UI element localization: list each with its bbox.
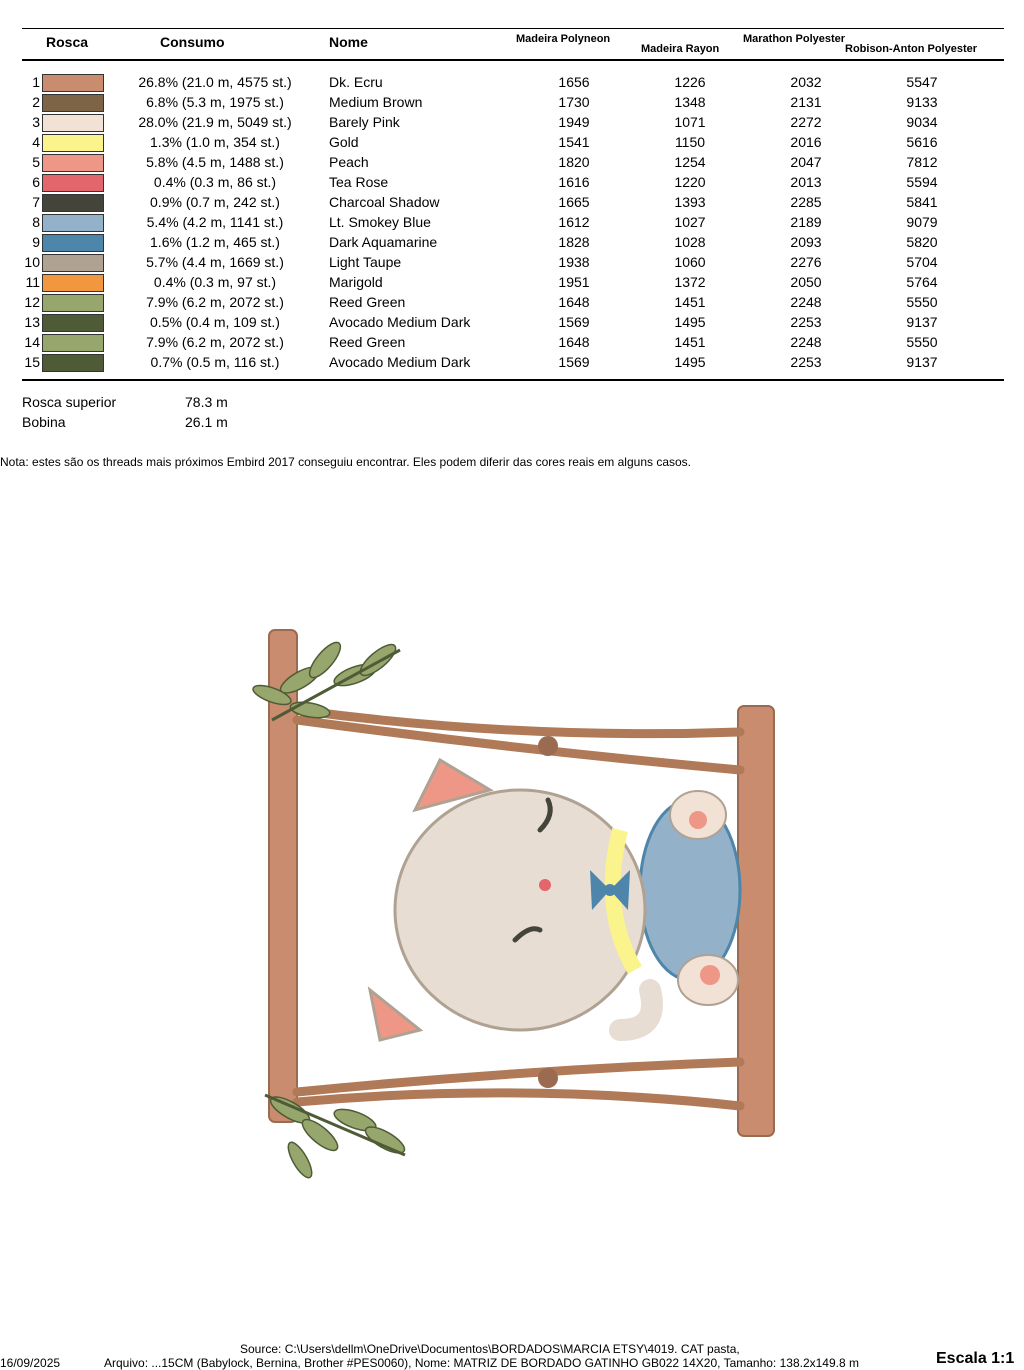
marathon-cell: 2093: [790, 234, 822, 250]
table-row: [0, 332, 1024, 352]
thread-name-cell: Dk. Ecru: [329, 74, 383, 90]
note-text: Nota: estes são os threads mais próximos Embird 2017 conseguiu encontrar. Eles podem diferir das cores reais em alguns casos.: [0, 455, 692, 469]
madeira-rayon-cell: 1495: [674, 314, 706, 330]
robison-cell: 5820: [906, 234, 938, 250]
thread-number: 1: [32, 74, 40, 90]
madeira-polyneon-cell: 1828: [558, 234, 590, 250]
color-swatch: [42, 174, 104, 192]
footer-scale: Escala 1:1: [936, 1350, 1015, 1367]
consumption-cell: 0.7% (0.5 m, 116 st.): [150, 354, 280, 370]
color-swatch: [42, 94, 104, 112]
thread-name-cell: Avocado Medium Dark: [329, 354, 471, 370]
table-row: [0, 132, 1024, 152]
madeira-rayon-cell: 1451: [674, 294, 706, 310]
robison-cell: 9034: [906, 114, 938, 130]
thread-name-cell: Dark Aquamarine: [329, 234, 438, 250]
table-row: [0, 172, 1024, 192]
consumption-cell: 0.4% (0.3 m, 97 st.): [153, 274, 277, 290]
table-row: [0, 292, 1024, 312]
table-row: [0, 212, 1024, 232]
table-row: [0, 252, 1024, 272]
bottom-leaves: [265, 1092, 408, 1181]
swing-illustration: [251, 630, 774, 1181]
color-swatch: [42, 114, 104, 132]
thread-name-cell: Gold: [329, 134, 359, 150]
thread-name-cell: Barely Pink: [329, 114, 400, 130]
bottom-rope-upper: [297, 1062, 740, 1092]
consumption-cell: 5.7% (4.4 m, 1669 st.): [146, 254, 284, 270]
color-swatch: [42, 254, 104, 272]
thread-number: 3: [32, 114, 40, 130]
thread-name-cell: Reed Green: [329, 294, 406, 310]
consumption-cell: 0.5% (0.4 m, 109 st.): [150, 314, 280, 330]
consumption-cell: 6.8% (5.3 m, 1975 st.): [146, 94, 284, 110]
bottom-rope-knot: [538, 1068, 558, 1088]
robison-cell: 9079: [906, 214, 938, 230]
marathon-cell: 2276: [790, 254, 822, 270]
thread-name-cell: Light Taupe: [329, 254, 402, 270]
robison-cell: 7812: [906, 154, 938, 170]
thread-name-cell: Reed Green: [329, 334, 406, 350]
color-swatch: [42, 234, 104, 252]
color-swatch: [42, 294, 104, 312]
thread-name-cell: Tea Rose: [329, 174, 389, 190]
marathon-cell: 2047: [790, 154, 822, 170]
color-swatch: [42, 194, 104, 212]
thread-number: 2: [32, 94, 40, 110]
header-marathon-polyester: Marathon Polyester: [743, 33, 846, 45]
thread-name-cell: Marigold: [329, 274, 383, 290]
thread-number: 11: [25, 274, 40, 290]
header-rosca: Rosca: [46, 34, 89, 50]
madeira-rayon-cell: 1220: [674, 174, 706, 190]
thread-number: 9: [32, 234, 40, 250]
madeira-rayon-cell: 1027: [674, 214, 706, 230]
madeira-polyneon-cell: 1656: [558, 74, 590, 90]
madeira-rayon-cell: 1071: [674, 114, 706, 130]
table-row: [0, 152, 1024, 172]
marathon-cell: 2013: [790, 174, 822, 190]
thread-number: 10: [24, 254, 40, 270]
robison-cell: 9137: [906, 354, 938, 370]
thread-name-cell: Medium Brown: [329, 94, 423, 110]
marathon-cell: 2253: [790, 314, 822, 330]
marathon-cell: 2016: [790, 134, 822, 150]
color-swatch: [42, 274, 104, 292]
consumption-cell: 28.0% (21.9 m, 5049 st.): [138, 114, 292, 130]
top-rope-knot: [538, 736, 558, 756]
madeira-polyneon-cell: 1949: [558, 114, 590, 130]
table-row: [0, 92, 1024, 112]
cat-tail: [620, 990, 652, 1030]
thread-number: 15: [24, 354, 40, 370]
thread-number: 8: [32, 214, 40, 230]
marathon-cell: 2050: [790, 274, 822, 290]
madeira-polyneon-cell: 1938: [558, 254, 590, 270]
consumption-cell: 7.9% (6.2 m, 2072 st.): [146, 334, 284, 350]
marathon-cell: 2248: [790, 294, 822, 310]
color-swatch: [42, 74, 104, 92]
marathon-cell: 2253: [790, 354, 822, 370]
thread-name-cell: Charcoal Shadow: [329, 194, 440, 210]
robison-cell: 9137: [906, 314, 938, 330]
thread-number: 13: [24, 314, 40, 330]
thread-name-cell: Avocado Medium Dark: [329, 314, 471, 330]
madeira-rayon-cell: 1226: [674, 74, 706, 90]
madeira-rayon-cell: 1060: [674, 254, 706, 270]
thread-number: 5: [32, 154, 40, 170]
madeira-polyneon-cell: 1648: [558, 294, 590, 310]
robison-cell: 5704: [906, 254, 938, 270]
madeira-rayon-cell: 1348: [674, 94, 706, 110]
consumption-cell: 5.4% (4.2 m, 1141 st.): [146, 214, 284, 230]
thread-number: 12: [24, 294, 40, 310]
cat-paw-top: [670, 791, 726, 839]
consumption-cell: 1.6% (1.2 m, 465 st.): [150, 234, 280, 250]
robison-cell: 5550: [906, 294, 938, 310]
table-row: [0, 72, 1024, 92]
madeira-polyneon-cell: 1541: [558, 134, 590, 150]
thread-name-cell: Lt. Smokey Blue: [329, 214, 431, 230]
madeira-polyneon-cell: 1616: [558, 174, 590, 190]
thread-number: 7: [32, 194, 40, 210]
color-swatch: [42, 134, 104, 152]
header-top-rule: [22, 28, 1004, 29]
madeira-rayon-cell: 1451: [674, 334, 706, 350]
madeira-rayon-cell: 1028: [674, 234, 706, 250]
color-swatch: [42, 354, 104, 372]
cat-nose: [539, 879, 551, 891]
table-row: [0, 112, 1024, 132]
color-swatch: [42, 154, 104, 172]
color-swatch: [42, 214, 104, 232]
header-bottom-rule: [22, 59, 1004, 61]
header-madeira-rayon: Madeira Rayon: [641, 43, 720, 55]
thread-name-cell: Peach: [329, 154, 369, 170]
madeira-rayon-cell: 1254: [674, 154, 706, 170]
marathon-cell: 2189: [790, 214, 822, 230]
table-row: [0, 192, 1024, 212]
summary-bobbin-value: 26.1 m: [185, 414, 228, 430]
madeira-rayon-cell: 1393: [674, 194, 706, 210]
summary-bobbin-label: Bobina: [22, 414, 66, 430]
color-swatch: [42, 314, 104, 332]
header-madeira-polyneon: Madeira Polyneon: [516, 33, 611, 45]
madeira-rayon-cell: 1372: [674, 274, 706, 290]
madeira-rayon-cell: 1150: [674, 134, 706, 150]
marathon-cell: 2272: [790, 114, 822, 130]
header-nome: Nome: [329, 34, 368, 50]
consumption-cell: 7.9% (6.2 m, 2072 st.): [146, 294, 284, 310]
table-row: [0, 312, 1024, 332]
madeira-rayon-cell: 1495: [674, 354, 706, 370]
marathon-cell: 2285: [790, 194, 822, 210]
madeira-polyneon-cell: 1665: [558, 194, 590, 210]
madeira-polyneon-cell: 1569: [558, 354, 590, 370]
header-robison-anton-polyester: Robison-Anton Polyester: [845, 43, 978, 55]
embroidery-preview: [0, 470, 1024, 1350]
footer-date: 16/09/2025: [0, 1356, 61, 1370]
robison-cell: 5594: [906, 174, 938, 190]
madeira-polyneon-cell: 1612: [558, 214, 590, 230]
table-bottom-rule: [22, 379, 1004, 381]
robison-cell: 5550: [906, 334, 938, 350]
consumption-cell: 26.8% (21.0 m, 4575 st.): [138, 74, 292, 90]
marathon-cell: 2131: [790, 94, 822, 110]
madeira-polyneon-cell: 1951: [558, 274, 590, 290]
consumption-cell: 1.3% (1.0 m, 354 st.): [150, 134, 280, 150]
bottom-rope-lower: [297, 1093, 740, 1106]
madeira-polyneon-cell: 1730: [558, 94, 590, 110]
robison-cell: 5764: [906, 274, 938, 290]
footer-source: Source: C:\Users\dellm\OneDrive\Documentos\BORDADOS\MARCIA ETSY\4019. CAT pasta,: [240, 1342, 740, 1356]
consumption-cell: 0.9% (0.7 m, 242 st.): [150, 194, 280, 210]
madeira-polyneon-cell: 1648: [558, 334, 590, 350]
cat-paw-bottom: [678, 955, 738, 1005]
thread-number: 4: [32, 134, 40, 150]
madeira-polyneon-cell: 1820: [558, 154, 590, 170]
thread-number: 6: [32, 174, 40, 190]
table-row: [0, 232, 1024, 252]
marathon-cell: 2032: [790, 74, 822, 90]
robison-cell: 5841: [906, 194, 938, 210]
thread-number: 14: [24, 334, 40, 350]
summary-top-label: Rosca superior: [22, 394, 117, 410]
summary-top-value: 78.3 m: [185, 394, 228, 410]
robison-cell: 5616: [906, 134, 938, 150]
robison-cell: 9133: [906, 94, 938, 110]
table-row: [0, 272, 1024, 292]
robison-cell: 5547: [906, 74, 938, 90]
madeira-polyneon-cell: 1569: [558, 314, 590, 330]
consumption-cell: 5.8% (4.5 m, 1488 st.): [146, 154, 284, 170]
header-consumo: Consumo: [160, 34, 225, 50]
cat-ear-bottom: [370, 990, 420, 1040]
consumption-cell: 0.4% (0.3 m, 86 st.): [153, 174, 277, 190]
footer-file: Arquivo: ...15CM (Babylock, Bernina, Brother #PES0060), Nome: MATRIZ DE BORDADO GATINHO GB022 14X20, Tamanho: 138.2x149.8 m: [104, 1356, 859, 1370]
color-swatch: [42, 334, 104, 352]
table-row: [0, 352, 1024, 372]
marathon-cell: 2248: [790, 334, 822, 350]
